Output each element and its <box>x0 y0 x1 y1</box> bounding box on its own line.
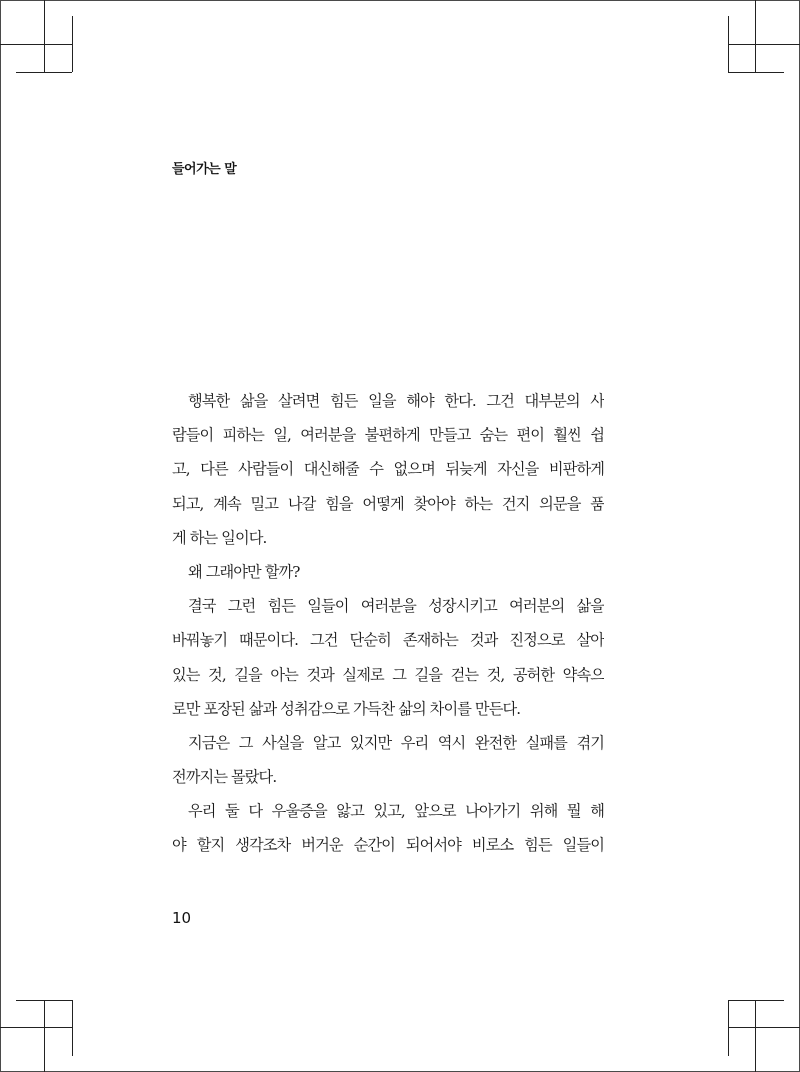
text-line: 우리 둘 다 우울증을 앓고 있고, 앞으로 나아가기 위해 뭘 해 <box>188 802 604 821</box>
crop-mark <box>0 44 72 45</box>
text-line: 행복한 삶을 살려면 힘든 일을 해야 한다. 그건 대부분의 사 <box>188 392 604 410</box>
crop-mark <box>44 1000 45 1072</box>
text-line: 왜 그래야만 할까? <box>188 562 300 581</box>
crop-mark <box>728 1000 729 1056</box>
section-title: 들어가는 말 <box>172 162 237 177</box>
crop-mark <box>16 1000 72 1001</box>
crop-mark <box>755 0 756 72</box>
crop-mark <box>728 16 729 72</box>
crop-mark <box>728 1000 784 1001</box>
text-line: 람들이 피하는 일, 여러분을 불편하게 만들고 숨는 편이 훨씬 쉽 <box>172 426 604 445</box>
crop-mark <box>72 16 73 72</box>
text-line: 로만 포장된 삶과 성취감으로 가득찬 삶의 차이를 만든다. <box>172 699 521 718</box>
text-line: 결국 그런 힘든 일들이 여러분을 성장시키고 여러분의 삶을 <box>188 597 604 616</box>
crop-mark <box>755 1000 756 1072</box>
body-text <box>172 384 604 863</box>
text-line: 지금은 그 사실을 알고 있지만 우리 역시 완전한 실패를 겪기 <box>188 733 604 752</box>
crop-mark <box>0 1027 72 1028</box>
crop-mark <box>16 72 72 73</box>
crop-mark <box>728 72 784 73</box>
text-line: 야 할지 생각조차 버거운 순간이 되어서야 비로소 힘든 일들이 <box>172 836 604 855</box>
crop-mark <box>72 1000 73 1056</box>
crop-mark <box>728 44 800 45</box>
text-line: 있는 것, 길을 아는 것과 실제로 그 길을 걷는 것, 공허한 약속으 <box>172 665 604 684</box>
text-line: 고, 다른 사람들이 대신해줄 수 없으며 뒤늦게 자신을 비판하게 <box>172 460 604 479</box>
text-line: 전까지는 몰랐다. <box>172 768 277 787</box>
text-line: 바꿔놓기 때문이다. 그건 단순히 존재하는 것과 진정으로 살아 <box>172 631 604 650</box>
crop-mark <box>728 1027 800 1028</box>
page-number: 10 <box>172 909 192 927</box>
text-line: 되고, 계속 밀고 나갈 힘을 어떻게 찾아야 하는 건지 의문을 품 <box>172 494 604 513</box>
text-line: 게 하는 일이다. <box>172 528 267 547</box>
crop-mark <box>44 0 45 72</box>
